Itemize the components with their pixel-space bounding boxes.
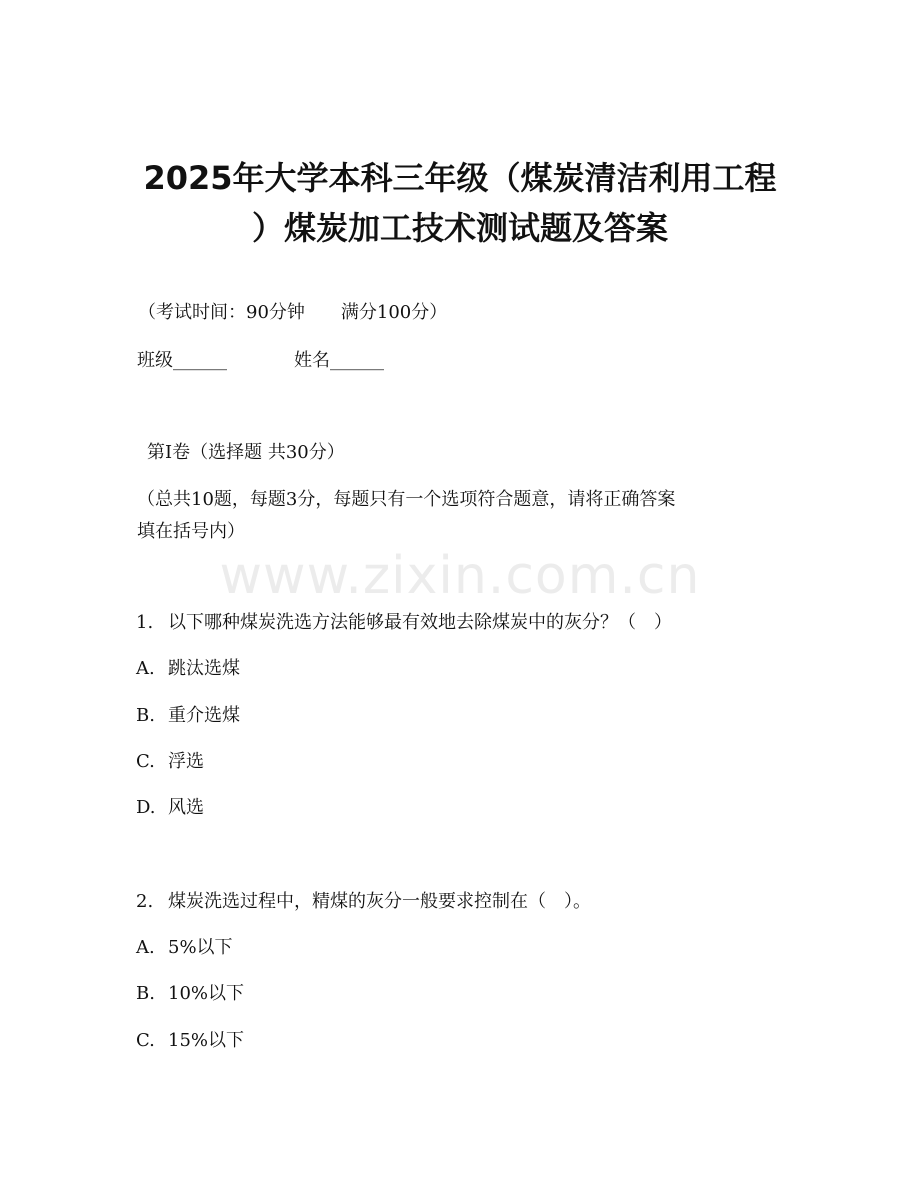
question-text: 以下哪种煤炭洗选方法能够最有效地去除煤炭中的灰分？（ ） <box>168 612 672 633</box>
option-text: 跳汰选煤 <box>168 658 240 679</box>
option-letter: C. <box>136 1030 155 1051</box>
option-letter: D. <box>136 797 156 818</box>
exam-info: （考试时间：90分钟 满分100分） <box>138 302 448 323</box>
option-text: 风选 <box>168 797 204 818</box>
question-1-option-b <box>136 707 240 725</box>
question-2 <box>136 893 591 911</box>
option-letter: B. <box>136 983 155 1004</box>
watermark: www.zixin.com.cn <box>219 546 701 606</box>
option-letter: A. <box>136 937 155 958</box>
section-instruction-line-1: （总共10题，每题3分，每题只有一个选项符合题意，请将正确答案 <box>137 489 676 510</box>
question-text: 煤炭洗选过程中，精煤的灰分一般要求控制在（ ）。 <box>168 891 591 912</box>
question-1-option-d <box>136 799 204 817</box>
question-1-option-a <box>136 660 240 678</box>
option-text: 重介选煤 <box>168 705 240 726</box>
option-letter: C. <box>136 751 155 772</box>
option-text: 5%以下 <box>168 937 233 958</box>
section-title: 第Ⅰ卷（选择题 共30分） <box>147 442 345 463</box>
class-field: 班级______ <box>137 350 227 371</box>
option-text: 浮选 <box>168 751 204 772</box>
question-2-option-b <box>136 985 244 1003</box>
question-2-option-c <box>136 1032 244 1050</box>
question-number: 1. <box>136 612 154 633</box>
option-text: 15%以下 <box>168 1030 245 1051</box>
document-title-line-1: 2025年大学本科三年级（煤炭清洁利用工程 <box>143 159 777 197</box>
question-1-option-c <box>136 753 204 771</box>
option-text: 10%以下 <box>168 983 245 1004</box>
option-letter: B. <box>136 705 155 726</box>
option-letter: A. <box>136 658 155 679</box>
name-field: 姓名______ <box>294 350 384 371</box>
question-number: 2. <box>136 891 154 912</box>
question-1 <box>136 614 672 632</box>
section-instruction-line-2: 填在括号内） <box>137 521 245 542</box>
document-title-line-2: ）煤炭加工技术测试题及答案 <box>251 209 668 247</box>
question-2-option-a <box>136 939 233 957</box>
